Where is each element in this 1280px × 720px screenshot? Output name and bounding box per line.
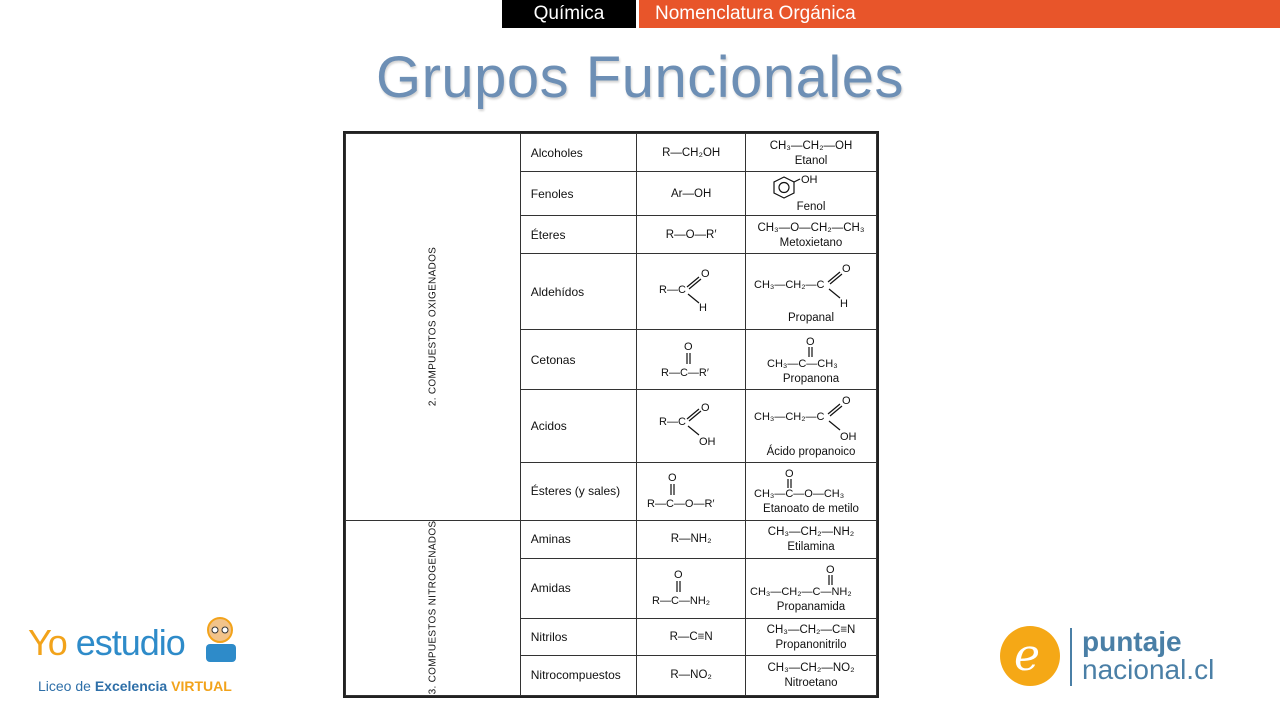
group-name: Nitrilos [520,618,637,655]
example-cell [746,254,877,330]
example-name: Propanal [787,311,835,324]
group-name: Ésteres (y sales) [520,462,637,520]
example-cell [746,462,877,520]
example-name: Etilamina [787,541,835,554]
benzene-ring-icon [756,175,866,199]
general-formula: R—NO₂ [637,655,746,695]
ketone-structure-icon [651,338,731,382]
example-cell [746,172,877,216]
propanoic-acid-structure-icon [746,394,876,444]
general-formula: R—CH₂OH [637,134,746,172]
svg-text:H: H [840,297,848,310]
general-formula [637,254,746,330]
group-name: Alcoholes [520,134,637,172]
example-name: Etanol [794,154,828,167]
svg-text:O: O [701,401,710,414]
svg-text:CH₃—C—O—CH₃: CH₃—C—O—CH₃ [754,488,845,501]
table-row [346,520,877,558]
puntaje-nacional-logo [1000,624,1260,694]
group-name: Acidos [520,390,637,462]
logo-line1: puntaje [1082,626,1182,657]
logo-line2: nacional.cl [1082,654,1215,685]
amide-structure-icon [646,566,736,610]
example-name: Nitroetano [784,677,838,690]
svg-text:O: O [842,262,851,275]
methyl-ethanoate-structure-icon [746,467,876,501]
svg-text:R—C—O—R′: R—C—O—R′ [647,498,715,511]
example-cell [746,330,877,390]
example-formula: OH [801,174,818,186]
svg-text:O: O [806,335,815,348]
functional-groups-table [343,131,879,698]
example-formula: CH₃—CH₂—NH₂ [767,526,855,539]
group-name: Éteres [520,216,637,254]
group-name: Fenoles [520,172,637,216]
section-oxygenated: 2. COMPUESTOS OXIGENADOS [346,134,521,521]
general-formula: R—C≡N [637,618,746,655]
svg-text:CH₃—C—CH₃: CH₃—C—CH₃ [767,357,838,370]
top-bar [0,0,1280,28]
acid-structure-icon [651,401,731,451]
table-row [346,134,877,172]
ester-structure-icon [641,469,741,513]
example-formula: CH₃—CH₂—C≡N [766,623,856,636]
svg-text:O: O [785,468,794,481]
topic-tab: Nomenclatura Orgánica [639,0,1280,28]
logo-subtitle: Liceo de Excelencia VIRTUAL [38,678,232,694]
example-formula: CH₃—CH₂—NO₂ [767,662,855,675]
general-formula: R—O—R′ [637,216,746,254]
student-mascot-icon [200,612,242,666]
example-cell [746,134,877,172]
group-name: Aldehídos [520,254,637,330]
section-nitrogenated: 3. COMPUESTOS NITROGENADOS [346,520,521,695]
example-cell [746,558,877,618]
propanal-structure-icon [746,260,876,310]
slide-title: Grupos Funcionales [375,45,905,110]
svg-text:O: O [674,569,683,582]
example-name: Fenol [796,200,826,213]
svg-text:O: O [668,472,677,485]
example-name: Etanoato de metilo [763,503,859,516]
general-formula [637,558,746,618]
svg-text:O: O [684,340,693,353]
example-cell [746,618,877,655]
example-cell [746,216,877,254]
general-formula [637,390,746,462]
yo-estudio-logo [28,612,258,702]
example-cell [746,390,877,462]
general-formula [637,330,746,390]
svg-text:CH₃—CH₂—C: CH₃—CH₂—C [754,278,825,291]
example-name: Propanonitrilo [775,638,847,651]
general-formula [637,462,746,520]
svg-text:O: O [842,394,851,407]
svg-text:O: O [826,564,835,577]
logo-wordmark: Yo estudio [28,622,185,663]
aldehyde-structure-icon [651,267,731,317]
example-cell [746,655,877,695]
svg-text:R—C: R—C [659,415,687,428]
group-name: Amidas [520,558,637,618]
example-name: Metoxietano [779,236,843,249]
example-name: Propanamida [776,601,846,614]
general-formula: Ar—OH [637,172,746,216]
logo-divider [1070,628,1072,686]
general-formula: R—NH₂ [637,520,746,558]
svg-text:R—C: R—C [659,283,687,296]
example-cell [746,520,877,558]
svg-text:R—C—R′: R—C—R′ [661,366,710,379]
example-name: Propanona [782,372,840,385]
example-formula: CH₃—O—CH₂—CH₃ [757,221,865,234]
subject-tab: Química [502,0,636,28]
svg-text:O: O [701,267,710,280]
svg-text:OH: OH [699,435,716,448]
group-name: Nitrocompuestos [520,655,637,695]
example-formula: CH₃—CH₂—OH [769,139,853,152]
group-name: Aminas [520,520,637,558]
puntaje-circle-icon: e [1000,626,1060,686]
svg-text:H: H [699,301,708,314]
svg-text:R—C—NH₂: R—C—NH₂ [652,595,711,608]
group-name: Cetonas [520,330,637,390]
svg-text:OH: OH [840,430,857,443]
example-name: Ácido propanoico [766,445,856,458]
svg-text:CH₃—CH₂—C—NH₂: CH₃—CH₂—C—NH₂ [750,586,852,599]
propanone-structure-icon [751,335,871,371]
propanamide-structure-icon [746,563,876,599]
svg-text:CH₃—CH₂—C: CH₃—CH₂—C [754,410,825,423]
